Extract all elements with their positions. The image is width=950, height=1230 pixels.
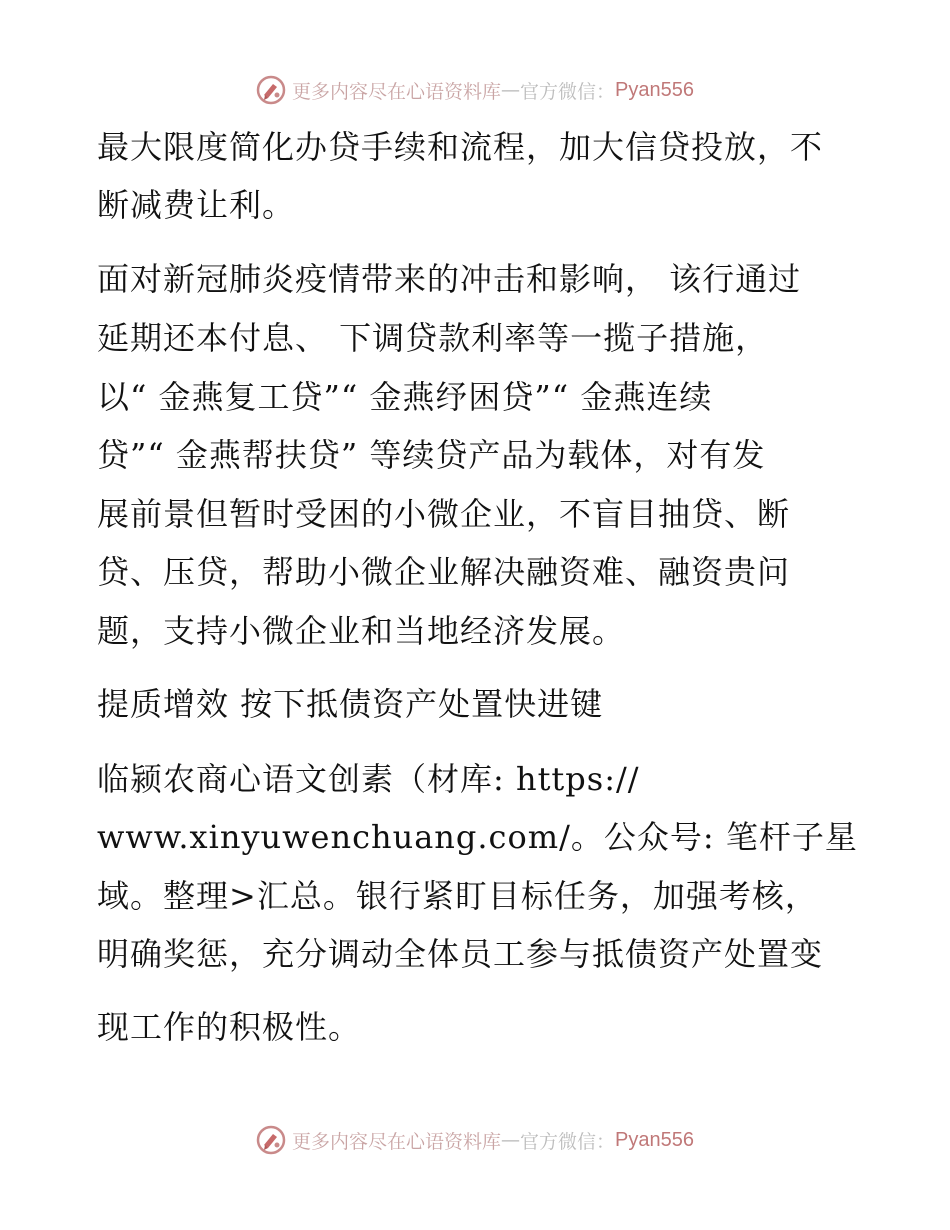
banner-separator: — xyxy=(501,79,521,101)
banner-wechat-label: 官方微信： xyxy=(520,80,616,103)
banner-wechat-id: Pyan556 xyxy=(615,1128,694,1151)
paragraph-3-line-1: 临颍农商心语文创素（材库: https:// xyxy=(97,760,640,798)
footer-banner xyxy=(0,1120,950,1160)
banner-wechat-label: 官方微信： xyxy=(520,1130,616,1153)
paragraph-2-line-2: 延期还本付息、 下调贷款利率等一揽子措施， xyxy=(97,319,769,357)
paragraph-2-line-1: 面对新冠肺炎疫情带来的冲击和影响， 该行通过 xyxy=(97,260,802,298)
paragraph-2-line-3: 以“ 金燕复工贷”“ 金燕纾困贷”“ 金燕连续 xyxy=(97,378,713,416)
brand-logo-icon xyxy=(256,1125,286,1155)
paragraph-1-line-1: 最大限度简化办贷手续和流程，加大信贷投放，不 xyxy=(97,128,824,166)
paragraph-2-line-5: 展前景但暂时受困的小微企业，不盲目抽贷、断 xyxy=(97,495,791,533)
paragraph-3-line-3: 域。整理>汇总。银行紧盯目标任务，加强考核， xyxy=(97,877,818,915)
paragraph-3-line-5: 现工作的积极性。 xyxy=(97,1008,362,1046)
banner-text: 更多内容尽在心语资料库 xyxy=(292,1130,502,1153)
section-heading: 提质增效 按下抵债资产处置快进键 xyxy=(97,685,604,723)
banner-wechat-id: Pyan556 xyxy=(615,78,694,101)
paragraph-2-line-7: 题，支持小微企业和当地经济发展。 xyxy=(97,612,626,650)
brand-logo-icon xyxy=(256,75,286,105)
paragraph-3-line-2: www.xinyuwenchuang.com/。公众号: 笔杆子星 xyxy=(97,818,858,856)
banner-text: 更多内容尽在心语资料库 xyxy=(292,80,502,103)
paragraph-3-line-4: 明确奖惩，充分调动全体员工参与抵债资产处置变 xyxy=(97,935,824,973)
paragraph-2-line-6: 贷、压贷，帮助小微企业解决融资难、融资贵问 xyxy=(97,553,791,591)
header-banner xyxy=(0,70,950,110)
paragraph-1-line-2: 断减费让利。 xyxy=(97,186,296,224)
banner-separator: — xyxy=(501,1129,521,1151)
paragraph-2-line-4: 贷”“ 金燕帮扶贷” 等续贷产品为载体，对有发 xyxy=(97,436,766,474)
